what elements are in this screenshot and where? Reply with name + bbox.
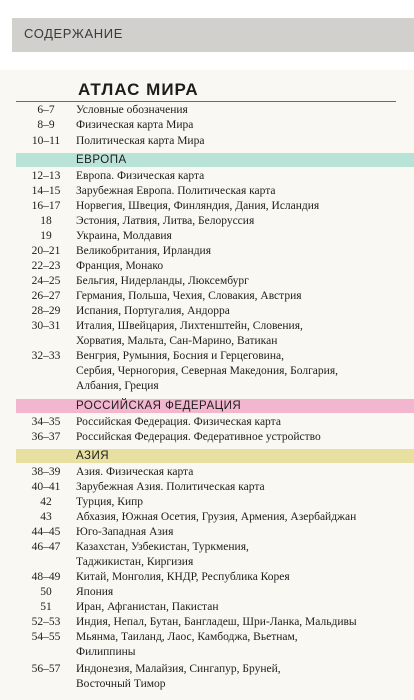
toc-pages: 22–23	[31, 260, 61, 272]
toc-pages: 34–35	[31, 416, 61, 428]
toc-entry[interactable]	[16, 229, 406, 243]
toc-pages: 24–25	[31, 275, 61, 287]
toc-text: Китай, Монголия, КНДР, Республика Корея	[76, 571, 290, 583]
toc-pages: 48–49	[31, 571, 61, 583]
page-title: СОДЕРЖАНИЕ	[24, 26, 124, 41]
toc-pages: 40–41	[31, 481, 61, 493]
toc-text: Физическая карта Мира	[76, 119, 194, 131]
toc-text: Япония	[76, 586, 114, 598]
toc-entry[interactable]	[16, 525, 406, 539]
toc-pages: 28–29	[31, 305, 61, 317]
toc-entry[interactable]	[16, 289, 406, 303]
toc-text: Абхазия, Южная Осетия, Грузия, Армения, Азербайджан	[76, 511, 357, 523]
toc-text: Германия, Польша, Чехия, Словакия, Австрия	[76, 290, 302, 302]
toc-entry[interactable]	[16, 465, 406, 479]
toc-pages: 19	[40, 230, 52, 242]
toc-entry[interactable]	[16, 630, 406, 644]
toc-pages: 10–11	[31, 135, 61, 147]
toc-text: Норвегия, Швеция, Финляндия, Дания, Исландия	[76, 200, 320, 212]
toc-entry[interactable]	[16, 259, 406, 273]
atlas-title: АТЛАС МИРА	[78, 80, 199, 99]
toc-text: Индия, Непал, Бутан, Бангладеш, Шри-Ланка, Мальдивы	[76, 616, 357, 628]
toc-entry[interactable]	[16, 570, 406, 584]
toc-continuation: Таджикистан, Киргизия	[76, 556, 194, 568]
toc-entry[interactable]	[16, 244, 406, 258]
toc-entry[interactable]	[16, 585, 406, 599]
toc-pages: 44–45	[31, 526, 61, 538]
toc-text: Условные обозначения	[76, 104, 188, 116]
toc-text: Италия, Швейцария, Лихтенштейн, Словения,	[76, 320, 303, 332]
toc-text: Турция, Кипр	[76, 496, 144, 508]
toc-entry[interactable]	[16, 480, 406, 494]
toc-text: Российская Федерация. Федеративное устройство	[76, 431, 321, 443]
toc-continuation: Филиппины	[76, 646, 136, 658]
toc-pages: 12–13	[31, 170, 61, 182]
toc-pages: 56–57	[31, 663, 61, 675]
toc-text: Иран, Афганистан, Пакистан	[76, 601, 219, 613]
toc-entry[interactable]	[16, 510, 406, 524]
toc-continuation: Сербия, Черногория, Северная Македония, Болгария,	[76, 365, 338, 377]
toc-entry[interactable]	[16, 662, 406, 676]
toc-entry[interactable]	[16, 415, 406, 429]
toc-text: Европа. Физическая карта	[76, 170, 205, 182]
toc-pages: 32–33	[31, 350, 61, 362]
section-title-europe: ЕВРОПА	[76, 154, 127, 166]
toc-text: Казахстан, Узбекистан, Туркмения,	[76, 541, 249, 553]
toc-entry[interactable]	[16, 600, 406, 614]
toc-entry[interactable]	[16, 495, 406, 509]
section-title-asia: АЗИЯ	[76, 450, 110, 462]
toc-continuation: Восточный Тимор	[76, 678, 166, 690]
toc-pages: 43	[40, 511, 52, 523]
toc-text: Венгрия, Румыния, Босния и Герцеговина,	[76, 350, 284, 362]
toc-entry[interactable]	[16, 304, 406, 318]
toc-entry[interactable]	[16, 118, 406, 132]
toc-text: Зарубежная Европа. Политическая карта	[76, 185, 276, 197]
toc-text: Украина, Молдавия	[76, 230, 172, 242]
toc-pages: 30–31	[31, 320, 61, 332]
toc-text: Франция, Монако	[76, 260, 164, 272]
toc-text: Юго-Западная Азия	[76, 526, 174, 538]
toc-entry[interactable]	[16, 274, 406, 288]
toc-text: Зарубежная Азия. Политическая карта	[76, 481, 265, 493]
toc-continuation: Албания, Греция	[76, 380, 159, 392]
toc-text: Бельгия, Нидерланды, Люксембург	[76, 275, 249, 287]
toc-text: Великобритания, Ирландия	[76, 245, 211, 257]
toc-text: Индонезия, Малайзия, Сингапур, Бруней,	[76, 663, 281, 675]
toc-entry[interactable]	[16, 184, 406, 198]
toc-pages: 16–17	[31, 200, 61, 212]
toc-pages: 42	[40, 496, 52, 508]
toc-entry[interactable]	[16, 319, 406, 333]
toc-pages: 54–55	[31, 631, 61, 643]
toc-entry[interactable]	[16, 540, 406, 554]
divider	[16, 101, 396, 102]
section-title-russia: РОССИЙСКАЯ ФЕДЕРАЦИЯ	[76, 400, 242, 412]
toc-pages: 38–39	[31, 466, 61, 478]
toc-text: Азия. Физическая карта	[76, 466, 194, 478]
toc-pages: 18	[40, 215, 52, 227]
toc-pages: 50	[40, 586, 52, 598]
toc-pages: 52–53	[31, 616, 61, 628]
toc-text: Мьянма, Таиланд, Лаос, Камбоджа, Вьетнам,	[76, 631, 298, 643]
toc-pages: 6–7	[37, 104, 55, 116]
toc-continuation: Хорватия, Мальта, Сан-Марино, Ватикан	[76, 335, 278, 347]
toc-text: Политическая карта Мира	[76, 135, 205, 147]
toc-entry[interactable]	[16, 199, 406, 213]
toc-entry[interactable]	[16, 103, 406, 117]
toc-text: Эстония, Латвия, Литва, Белоруссия	[76, 215, 255, 227]
toc-text: Испания, Португалия, Андорра	[76, 305, 230, 317]
toc-pages: 26–27	[31, 290, 61, 302]
toc-pages: 8–9	[37, 119, 55, 131]
toc-pages: 20–21	[31, 245, 61, 257]
toc-entry[interactable]	[16, 615, 406, 629]
toc-pages: 51	[40, 601, 52, 613]
toc-entry[interactable]	[16, 349, 406, 363]
toc-pages: 46–47	[31, 541, 61, 553]
toc-entry[interactable]	[16, 430, 406, 444]
page-header	[0, 0, 414, 70]
toc-pages: 36–37	[31, 431, 61, 443]
toc-entry[interactable]	[16, 134, 406, 148]
toc-entry[interactable]	[16, 214, 406, 228]
toc-entry[interactable]	[16, 169, 406, 183]
toc-pages: 14–15	[31, 185, 61, 197]
toc-text: Российская Федерация. Физическая карта	[76, 416, 281, 428]
